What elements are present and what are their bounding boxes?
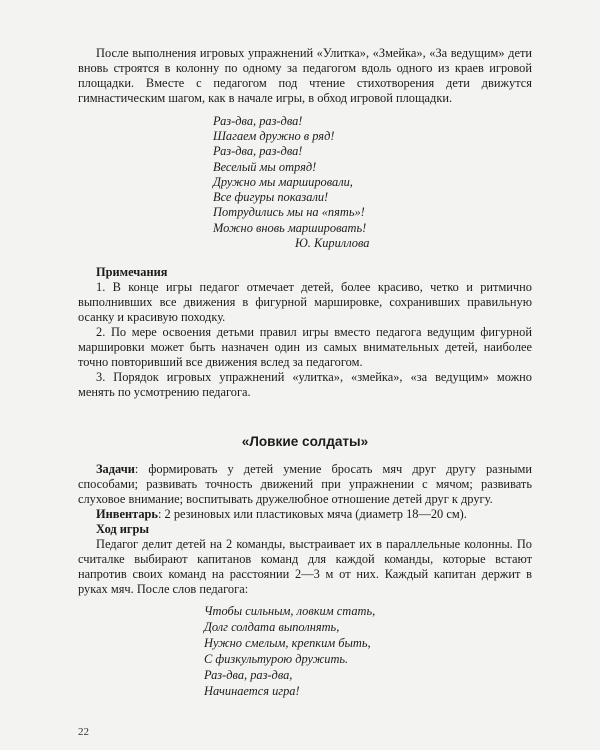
poem-line: Долг солдата выполнять, [204, 619, 340, 634]
game-inventory [78, 507, 532, 522]
progress-heading: Ход игры [96, 521, 150, 536]
poem-line: Нужно смелым, крепким быть, [204, 635, 371, 650]
poem-author: Ю. Кириллова [295, 236, 370, 250]
poem-line: Раз-два, раз-два! [213, 144, 303, 159]
tasks-label: Задачи [96, 462, 135, 477]
inventory-text: : 2 резиновых или пластиковых мяча (диаметр 18—20 см). [157, 507, 467, 522]
page-content [78, 46, 532, 699]
poem-line: Все фигуры показали! [213, 190, 329, 205]
poem-line: Потрудились мы на «пять»! [213, 205, 365, 220]
poem-line: Шагаем дружно в ряд! [213, 128, 335, 143]
poem-line: С физкультурою дружить. [204, 651, 349, 666]
note-item: 1. В конце игры педагог отмечает детей, более красиво, четко и ритмично выполнивших все движения в фигурной маршировке, сохранивших правильную осанку и красивую походку. [78, 280, 532, 325]
inventory-label: Инвентарь [96, 507, 158, 522]
poem-march [213, 114, 532, 252]
tasks-text: : формировать у детей умение бросать мяч друг другу разными способами; развивать точность движений при упражнении с мячом; развивать слуховое внимание; воспитывать дружелюбное отношение детей друг к другу. [78, 462, 532, 507]
page-number: 22 [78, 726, 89, 738]
notes-heading: Примечания [96, 265, 168, 280]
note-item: 2. По мере освоения детьми правил игры вместо педагога ведущим фигурной маршировки может быть назначен один из самых внимательных детей, наиболее точно повторивший все движения вслед за педагогом. [78, 324, 532, 369]
note-item: 3. Порядок игровых упражнений «улитка», «змейка», «за ведущим» можно менять по усмотрению педагога. [78, 369, 532, 399]
poem-line: Раз-два, раз-два, [204, 667, 293, 682]
poem-line: Веселый мы отряд! [213, 159, 317, 174]
poem-line: Дружно мы маршировали, [213, 174, 353, 189]
game-title: «Ловкие солдаты» [241, 434, 369, 450]
poem-soldiers [204, 603, 532, 699]
poem-line: Можно вновь маршировать! [213, 220, 367, 235]
progress-text: Педагог делит детей на 2 команды, выстраивает их в параллельные колонны. По считалке выбирают капитанов команд для каждой команды, которые встают напротив своих команд на расстоянии 2—3 м от них. Каждый капитан держит в руках мяч. После слов педагога: [78, 536, 532, 596]
poem-line: Раз-два, раз-два! [213, 113, 303, 128]
intro-paragraph: После выполнения игровых упражнений «Улитка», «Змейка», «За ведущим» дети вновь строятся в колонну по одному за педагогом вдоль одного из краев игровой площадки. Вместе с педагогом под чтение стихотворения дети движутся гимнастическим шагом, как в начале игры, в обход игровой площадки. [78, 46, 532, 105]
game-tasks [78, 462, 532, 507]
poem-line: Начинается игра! [204, 683, 300, 698]
poem-line: Чтобы сильным, ловким стать, [204, 603, 376, 618]
